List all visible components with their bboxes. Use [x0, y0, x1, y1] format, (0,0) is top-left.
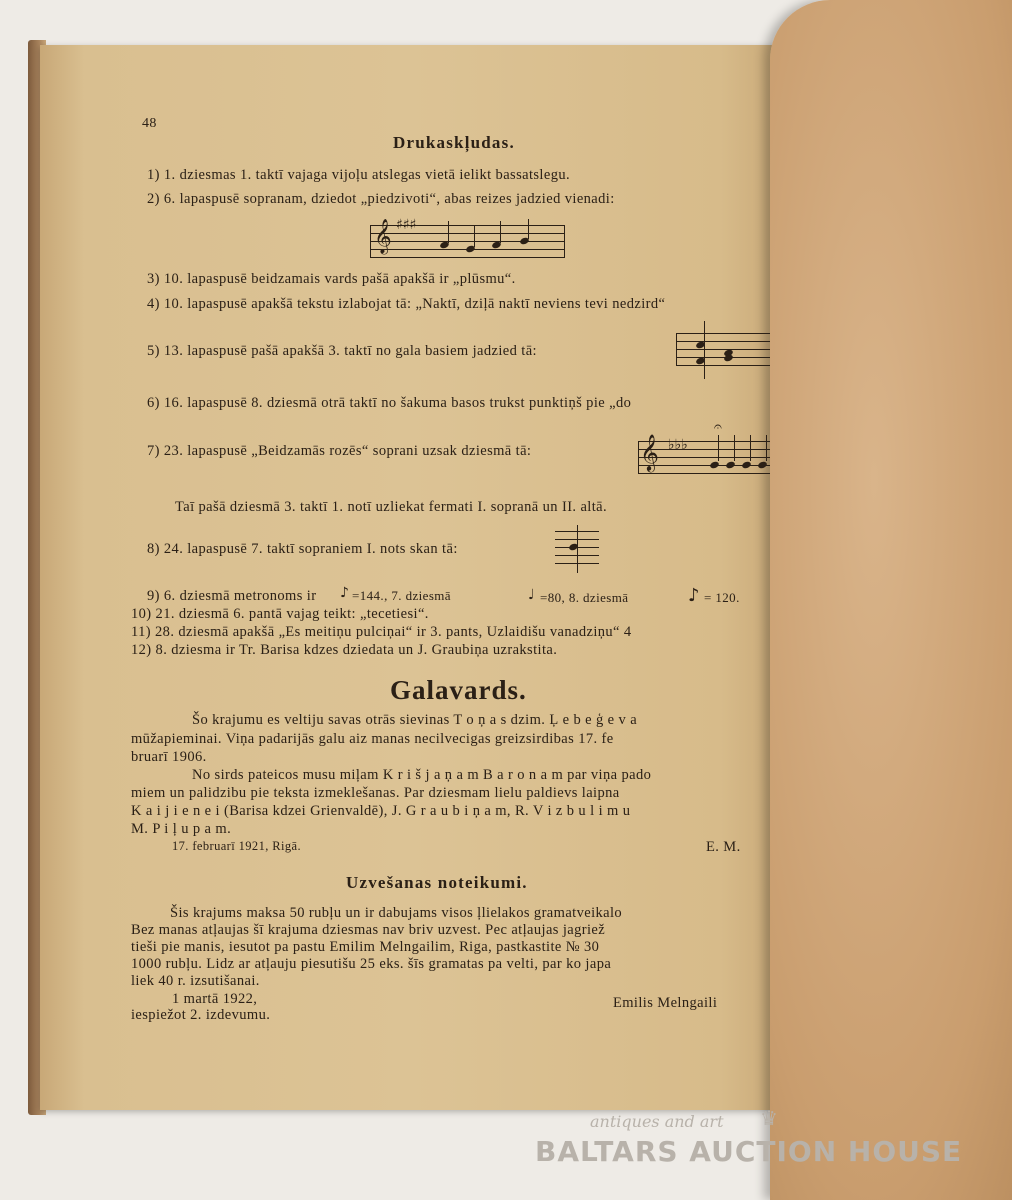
afterword-title: Galavards. [390, 675, 527, 705]
terms-title: Uzvešanas noteikumi. [346, 873, 528, 892]
terms-date: 1 martā 1922, [172, 991, 258, 1007]
afterword-line-4: No sirds pateicos musu miļam K r i š j a ņ a m B a r o n a m par viņa pado [192, 767, 652, 783]
eighth-note-icon: ♪ [688, 585, 700, 606]
errata-item-6: 6) 16. lapaspusē 8. dziesmā otrā taktī no šakuma basos trukst punktiņš pie „do [147, 395, 632, 411]
page-number: 48 [142, 116, 157, 131]
terms-edition: iespiežot 2. izdevumu. [131, 1007, 271, 1023]
watermark-subtitle: antiques and art [590, 1112, 724, 1131]
music-staff-correction-2 [370, 217, 565, 257]
errata-item-9a: 9) 6. dziesmā metronoms ir [147, 588, 317, 604]
errata-item-5: 5) 13. lapaspusē pašā apakšā 3. taktī no gala basiem jadzied tā: [147, 343, 537, 359]
terms-line-4: 1000 rubļu. Lidz ar atļauju piesutišu 25 eks. šīs gramatas pa velti, par ko japa [131, 956, 612, 972]
eighth-note-icon: ♪ [340, 585, 349, 601]
errata-item-2: 2) 6. lapaspusē sopranam, dziedot „piedzivoti“, abas reizes jadzied vienadi: [147, 191, 615, 207]
errata-item-1: 1) 1. dziesmas 1. taktī vajaga vijoļu atslegas vietā ielikt bassatslegu. [147, 167, 571, 183]
afterword-line-6: K a i j i e n e i (Barisa kdzei Grienvaldē), J. G r a u b i ņ a m, R. V i z b u l i m u [131, 803, 631, 819]
errata-item-7: 7) 23. lapaspusē „Beidzamās rozēs“ soprani uzsak dziesmā tā: [147, 443, 532, 459]
afterword-signature: E. M. [706, 839, 741, 855]
treble-clef-icon: 𝄞 [640, 433, 659, 471]
sharp-icon: ♯♯♯ [396, 217, 417, 233]
errata-title: Drukaskļudas. [393, 133, 515, 152]
afterword-line-7: M. P i ļ u p a m. [131, 821, 232, 837]
terms-line-1: Šis krajums maksa 50 rubļu un ir dabujams visos ļlielakos gramatveikalo [170, 905, 623, 921]
treble-clef-icon: 𝄞 [374, 219, 392, 254]
errata-item-9b: =144., 7. dziesmā [352, 588, 451, 603]
page-text-area [40, 45, 770, 1110]
errata-item-12: 12) 8. dziesma ir Tr. Barisa kdzes dziedata un J. Graubiņa uzrakstita. [131, 642, 558, 658]
flat-icon: ♭♭♭ [668, 437, 688, 453]
next-page [770, 0, 1012, 1200]
errata-item-9d: = 120. [704, 590, 740, 605]
music-staff-correction-8 [555, 531, 599, 563]
afterword-line-2: mūžapieminai. Viņa padarijās galu aiz manas necilvecigas greizsirdibas 17. fe [131, 731, 614, 747]
errata-item-8: 8) 24. lapaspusē 7. taktī sopraniem I. nots skan tā: [147, 541, 458, 557]
errata-item-4: 4) 10. lapaspusē apakšā tekstu izlabojat tā: „Naktī, dziļā naktī neviens tevi nedzird“ [147, 296, 666, 312]
quarter-note-icon: ♩ [528, 587, 535, 603]
afterword-date: 17. februarī 1921, Rigā. [172, 839, 302, 853]
errata-note-fermata: Taī pašā dziesmā 3. taktī 1. notī uzliekat fermati I. sopranā un II. altā. [175, 499, 608, 515]
crown-icon: ♛ [760, 1106, 778, 1130]
music-staff-correction-5 [676, 333, 770, 365]
afterword-line-5: miem un palidzibu pie teksta izmeklešanas. Par dziesmam lielu paldievs laipna [131, 785, 620, 801]
terms-line-5: liek 40 r. izsutišanai. [131, 973, 260, 989]
fermata-icon: 𝄐 [714, 419, 722, 435]
terms-line-2: Bez manas atļaujas šī krajuma dziesmas nav briv uzvest. Pec atļaujas jagriež [131, 922, 606, 938]
errata-item-10: 10) 21. dziesmā 6. pantā vajag teikt: „tecetiesi“. [131, 606, 429, 622]
music-staff-correction-7 [638, 419, 770, 473]
afterword-line-3: bruarī 1906. [131, 749, 207, 765]
errata-item-3: 3) 10. lapaspusē beidzamais vards pašā apakšā ir „plūsmu“. [147, 271, 516, 287]
errata-item-11: 11) 28. dziesmā apakšā „Es meitiņu pulciņai“ ir 3. pants, Uzlaidišu vanadziņu“ 4 [131, 624, 632, 640]
terms-line-3: tieši pie manis, iesutot pa pastu Emilim Melngailim, Riga, pastkastite № 30 [131, 939, 600, 955]
terms-signature: Emilis Melngaili [613, 995, 718, 1011]
afterword-line-1: Šo krajumu es veltiju savas otrās sievinas T o ņ a s dzim. Ļ e b e ģ e v a [192, 712, 638, 728]
errata-item-9c: =80, 8. dziesmā [540, 590, 629, 605]
watermark-brand: BALTARS AUCTION HOUSE [535, 1135, 963, 1168]
